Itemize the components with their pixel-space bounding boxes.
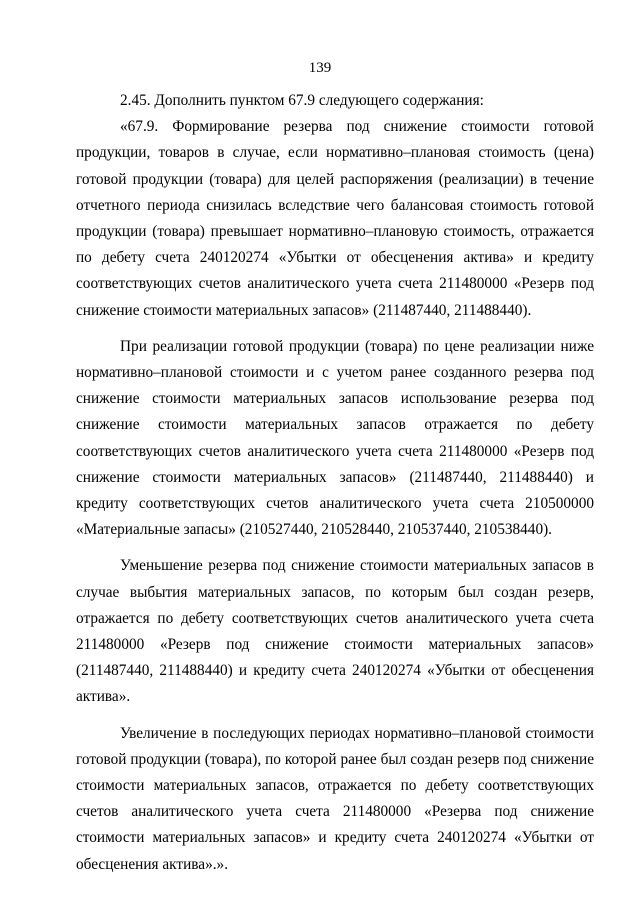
document-body [76, 88, 594, 888]
paragraph-sale-below-cost: При реализации готовой продукции (товара) по цене реализации ниже нормативно–плановой стоимости и с учетом ранее созданного резерва под снижение стоимости материальных запасов использование резерва под снижение стоимости материальных запасов отражается по дебету соответствующих счетов аналитического учета счета 211480000 «Резерв под снижение стоимости материальных запасов» (211487440, 211488440) и кредиту соответствующих счетов аналитического учета счета 210500000 «Материальные запасы» (210527440, 210528440, 210537440, 210538440). [76, 337, 594, 539]
page-number: 139 [308, 60, 332, 76]
amendment-intro: 2.45. Дополнить пунктом 67.9 следующего содержания: [120, 92, 484, 109]
paragraph-reserve-decrease: Уменьшение резерва под снижение стоимости материальных запасов в случае выбытия материальных запасов, по которым был создан резерв, отражается по дебету соответствующих счетов аналитического учета счета 211480000 «Резерв под снижение стоимости материальных запасов» (211487440, 211488440) и кредиту счета 240120274 «Убытки от обесценения актива». [76, 557, 594, 706]
paragraph-cost-increase: Увеличение в последующих периодах нормативно–плановой стоимости готовой продукции (товара), по которой ранее был создан резерв под снижение стоимости материальных запасов, отражается по дебету соответствующих счетов аналитического учета счета 211480000 «Резерва под снижение стоимости материальных запасов» и кредиту счета 240120274 «Убытки от обесценения актива».». [76, 724, 594, 873]
paragraph-67-9: «67.9. Формирование резерва под снижение стоимости готовой продукции, товаров в случае, если нормативно–плановая стоимость (цена) готовой продукции (товара) для целей распоряжения (реализации) в течение отчетного периода снизилась вследствие чего балансовая стоимость готовой продукции (товара) превышает нормативно–плановую стоимость, отражается по дебету счета 240120274 «Убытки от обесценения актива» и кредиту соответствующих счетов аналитического учета счета 211480000 «Резерв под снижение стоимости материальных запасов» (211487440, 211488440). [76, 118, 594, 319]
